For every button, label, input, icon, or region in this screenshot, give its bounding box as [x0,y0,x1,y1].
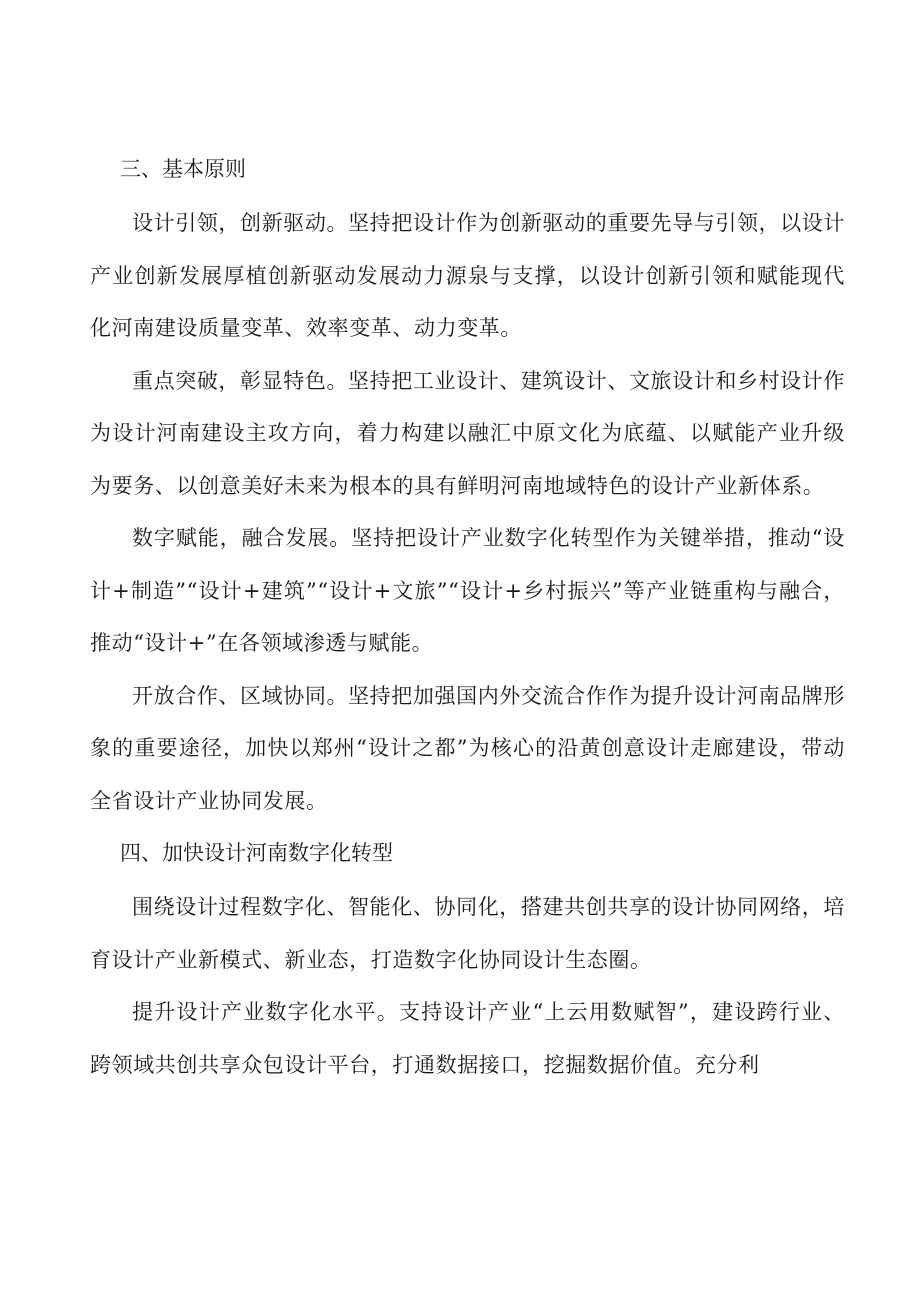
document-page [90,145,845,1091]
section-heading-basic-principles: 三、基本原则 [120,157,246,181]
section-heading-digital-transformation: 四、加快设计河南数字化转型 [120,841,393,865]
paragraph-open-cooperation: 开放合作、区域协同。坚持把加强国内外交流合作作为提升设计河南品牌形象的重要途径，加快以郑州“设计之都”为核心的沿黄创意设计走廊建设，带动全省设计产业协同发展。 [90,683,845,813]
paragraph-digital-empowerment: 数字赋能，融合发展。坚持把设计产业数字化转型作为关键举措，推动“设计+制造”“设计+建筑”“设计+文旅”“设计+乡村振兴”等产业链重构与融合，推动“设计+”在各领域渗透与赋能。 [90,526,845,655]
paragraph-key-breakthrough: 重点突破，彰显特色。坚持把工业设计、建筑设计、文旅设计和乡村设计作为设计河南建设主攻方向，着力构建以融汇中原文化为底蕴、以赋能产业升级为要务、以创意美好未来为根本的具有鲜明河南地域特色的设计产业新体系。 [90,368,845,498]
paragraph-digital-level: 提升设计产业数字化水平。支持设计产业“上云用数赋智”，建设跨行业、跨领域共创共享众包设计平台，打通数据接口，挖掘数据价值。充分利 [90,1000,845,1077]
paragraph-design-leadership: 设计引领，创新驱动。坚持把设计作为创新驱动的重要先导与引领，以设计产业创新发展厚植创新驱动发展动力源泉与支撑，以设计创新引领和赋能现代化河南建设质量变革、效率变革、动力变革。 [90,211,845,340]
paragraph-design-process: 围绕设计过程数字化、智能化、协同化，搭建共创共享的设计协同网络，培育设计产业新模式、新业态，打造数字化协同设计生态圈。 [90,895,845,972]
